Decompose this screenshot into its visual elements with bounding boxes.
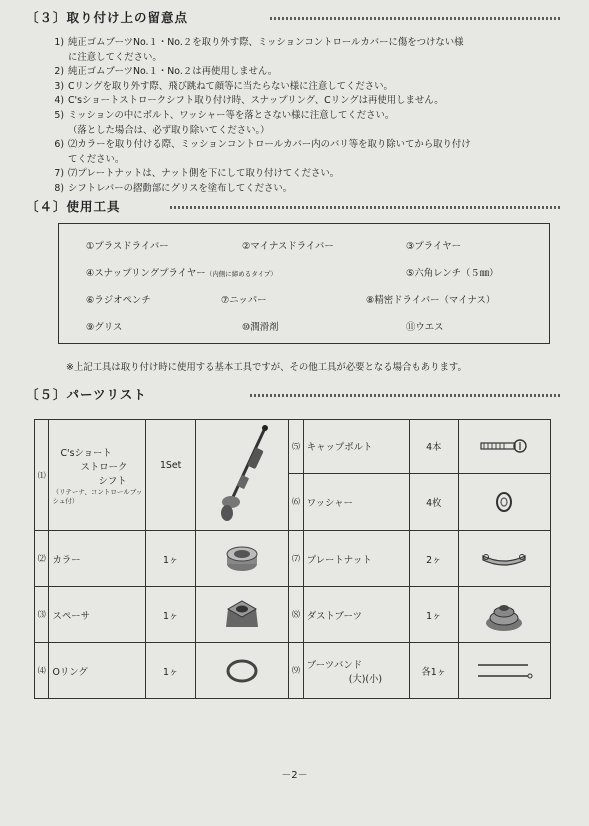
part-image (458, 531, 550, 587)
tool-item: ①プラスドライバー (86, 241, 169, 252)
part-name: C'sショート ストローク シフト （リテーナ、コントロールブッシュ付） (49, 420, 145, 531)
part-number: ⑹ (289, 473, 303, 530)
note-item: 1) 純正ゴムブーツNo.１・No.２を取り外す際、ミッションコントロールカバーに傷をつけない様 (54, 37, 464, 48)
part-qty: 4本 (409, 420, 458, 474)
dust-boot-icon (483, 597, 525, 633)
part-image (196, 643, 289, 699)
part-image (196, 531, 289, 587)
part-name: Oリング (49, 643, 145, 699)
section-divider (250, 394, 560, 397)
section-divider (270, 17, 560, 20)
part-name: スペーサ (49, 587, 145, 643)
table-row (35, 531, 551, 587)
tool-item: ⑪ウエス (406, 322, 444, 333)
part-number: ⑻ (289, 587, 303, 643)
part-image (458, 473, 550, 530)
section-4-title: 〔４〕使用工具 (26, 199, 121, 214)
note-item-cont: に注意してください。 (68, 51, 162, 63)
part-number: ⑵ (35, 531, 49, 587)
part-qty: 1ヶ (409, 587, 458, 643)
plate-nut-icon (479, 550, 529, 568)
spacer-icon (222, 595, 262, 635)
tool-item: ②マイナスドライバー (242, 241, 334, 252)
tool-item: ⑤六角レンチ（５㎜） (406, 268, 499, 279)
part-number: ⑼ (289, 643, 303, 699)
shift-lever-icon (207, 420, 277, 530)
tools-box (58, 223, 550, 344)
parts-table (34, 419, 551, 699)
page-number: －2－ (281, 770, 308, 781)
tool-item: ⑩潤滑剤 (242, 322, 279, 333)
part-name: プレートナット (303, 531, 409, 587)
washer-icon (494, 491, 514, 513)
part-qty: 1Set (145, 420, 195, 531)
part-qty: 2ヶ (409, 531, 458, 587)
part-name: カラー (49, 531, 145, 587)
part-image (458, 420, 550, 474)
part-image (458, 587, 550, 643)
note-item: 6) ⑵カラーを取り付ける際、ミッションコントロールカバー内のバリ等を取り除いてから取り付け (54, 139, 471, 151)
part-image (458, 643, 550, 699)
o-ring-icon (225, 658, 259, 684)
part-name: キャップボルト (303, 420, 409, 474)
tool-item: ③プライヤー (406, 241, 461, 252)
part-number: ⑷ (35, 643, 49, 699)
part-name: ワッシャー (303, 473, 409, 530)
section-divider (170, 206, 560, 209)
note-item-cont: （落とした場合は、必ず取り除いてください。） (68, 124, 270, 136)
note-item: 3) Cリングを取り外す際、飛び跳ねて顔等に当たらない様に注意してください。 (54, 80, 393, 92)
part-qty: 1ヶ (145, 587, 195, 643)
part-number: ⑺ (289, 531, 303, 587)
table-row (35, 420, 551, 474)
part-number: ⑸ (289, 420, 303, 474)
boot-band-icon (474, 658, 534, 684)
part-image (196, 420, 289, 531)
part-name: ダストブーツ (303, 587, 409, 643)
note-item: 5) ミッションの中にボルト、ワッシャー等を落とさない様に注意してください。 (54, 109, 395, 121)
table-row (35, 587, 551, 643)
note-item: 7) ⑺プレートナットは、ナット側を下にして取り付けてください。 (54, 168, 340, 180)
note-item: 8) シフトレバーの摺動部にグリスを塗布してください。 (54, 182, 293, 194)
collar-icon (222, 544, 262, 574)
note-item: 2) 純正ゴムブーツNo.１・No.２は再使用しません。 (54, 66, 278, 78)
part-qty: 1ヶ (145, 643, 195, 699)
part-number: ⑶ (35, 587, 49, 643)
part-qty: 4枚 (409, 473, 458, 530)
table-row (35, 643, 551, 699)
section-5-title: 〔５〕パーツリスト (26, 387, 147, 402)
part-qty: 各1ヶ (409, 643, 458, 699)
tool-item: ④スナップリングプライヤー（内側に締めるタイプ） (86, 268, 277, 279)
tools-footnote: ※上記工具は取り付け時に使用する基本工具ですが、その他工具が必要となる場合もあります。 (66, 362, 467, 373)
tool-item: ⑨グリス (86, 322, 123, 333)
note-item-cont: てください。 (68, 153, 125, 165)
tool-item: ⑦ニッパー (221, 295, 267, 306)
section-3-title: 〔３〕取り付け上の留意点 (26, 10, 189, 25)
tool-item: ⑥ラジオペンチ (86, 295, 151, 306)
notes-list (40, 36, 560, 197)
cap-bolt-icon (479, 438, 529, 454)
note-item: 4) C'sショートストロークシフト取り付け時、スナップリング、Cリングは再使用しません。 (54, 95, 444, 107)
tool-item: ⑧精密ドライバー（マイナス） (366, 295, 496, 306)
part-name: ブーツバンド (大)(小) (303, 643, 409, 699)
part-number: ⑴ (35, 420, 49, 531)
part-qty: 1ヶ (145, 531, 195, 587)
part-image (196, 587, 289, 643)
